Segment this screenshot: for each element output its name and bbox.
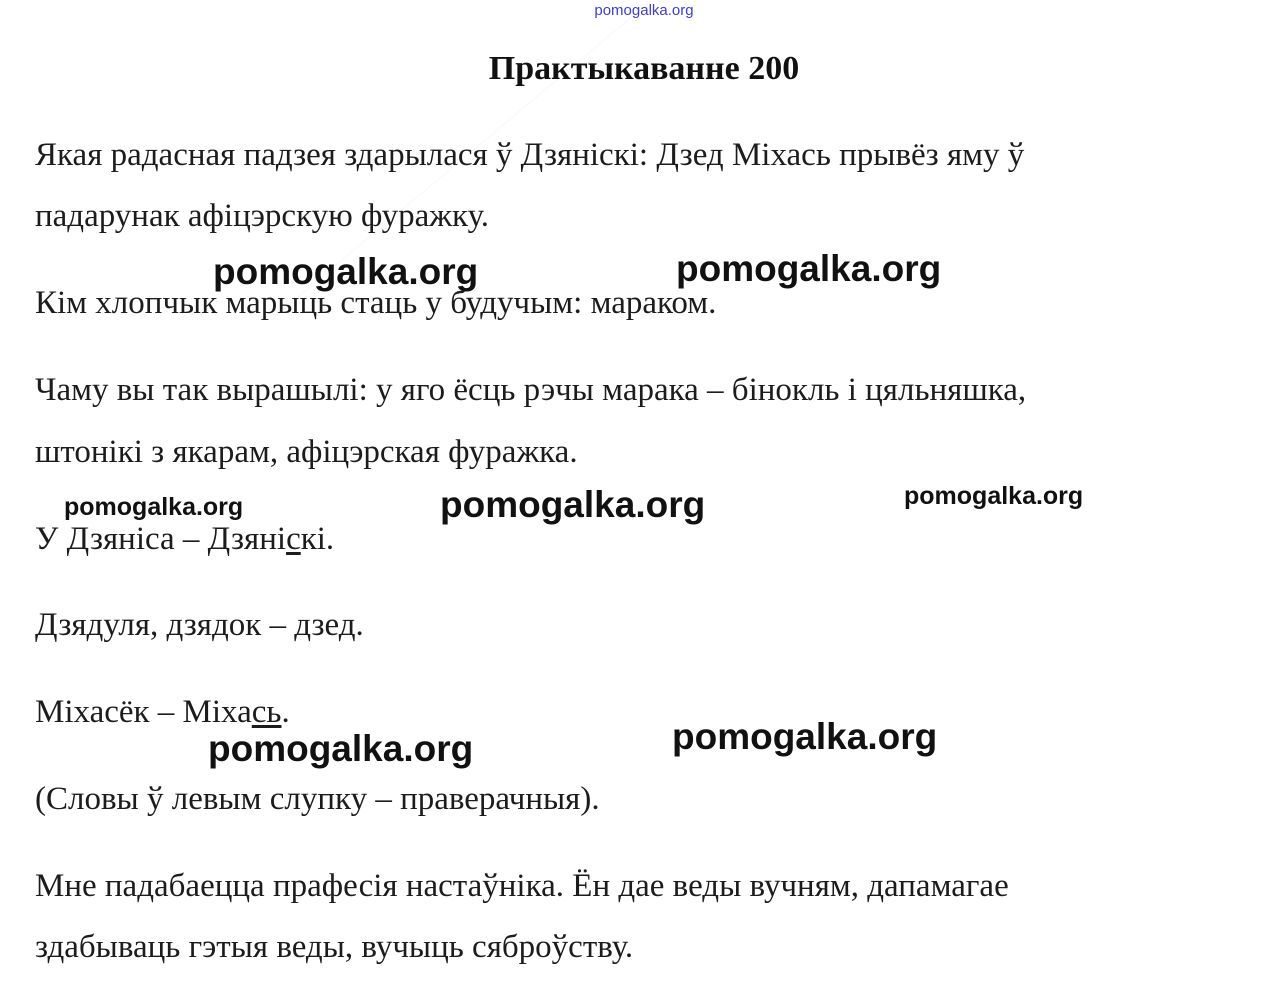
paragraph-4 bbox=[35, 521, 334, 558]
paragraph-3-line-1: Чаму вы так вырашылі: у яго ёсць рэчы марака – бінокль і цяльняшка, bbox=[35, 372, 1027, 408]
page-title: Практыкаванне 200 bbox=[488, 50, 800, 87]
site-link[interactable]: pomogalka.org bbox=[594, 2, 694, 19]
watermark: pomogalka.org bbox=[64, 493, 244, 521]
paragraph-5-underlined: д bbox=[338, 607, 356, 643]
watermark: pomogalka.org bbox=[208, 728, 474, 769]
watermark: pomogalka.org bbox=[676, 248, 942, 289]
paragraph-5-text-end: . bbox=[355, 607, 364, 643]
watermark: pomogalka.org bbox=[213, 251, 479, 292]
watermark: pomogalka.org bbox=[904, 482, 1084, 510]
paragraph-1-line-1: Якая радасная падзея здарылася ў Дзяніскі: Дзед Міхась прывёз яму ў bbox=[35, 137, 1025, 173]
watermark: pomogalka.org bbox=[672, 716, 938, 757]
watermark: pomogalka.org bbox=[440, 484, 706, 525]
paragraph-4-text-end: кі. bbox=[300, 521, 335, 557]
paragraph-2: Кім хлопчык марыць стаць у будучым: мараком. bbox=[35, 285, 717, 321]
paragraph-5-text: Дзядуля, дзядок – дзе bbox=[35, 607, 339, 643]
paragraph-6-text: Міхасёк – Міха bbox=[35, 694, 252, 730]
paragraph-6-underlined: сь bbox=[251, 694, 282, 730]
paragraph-8-line-2: здабываць гэтыя веды, вучыць сяброўству. bbox=[35, 929, 634, 965]
paragraph-3-line-2: штонікі з якарам, афіцэрская фуражка. bbox=[35, 434, 578, 470]
paragraph-4-underlined: с bbox=[286, 521, 301, 557]
paragraph-8-line-1: Мне падабаецца прафесія настаўніка. Ён дае веды вучням, дапамагае bbox=[35, 868, 1009, 904]
paragraph-5 bbox=[35, 607, 364, 644]
paragraph-4-text: У Дзяніса – Дзяні bbox=[35, 521, 287, 557]
paragraph-7: (Словы ў левым слупку – праверачныя). bbox=[35, 781, 600, 817]
paragraph-6-text-end: . bbox=[281, 694, 290, 730]
paragraph-6 bbox=[35, 694, 290, 731]
paragraph-1-line-2: падарунак афіцэрскую фуражку. bbox=[35, 198, 490, 234]
